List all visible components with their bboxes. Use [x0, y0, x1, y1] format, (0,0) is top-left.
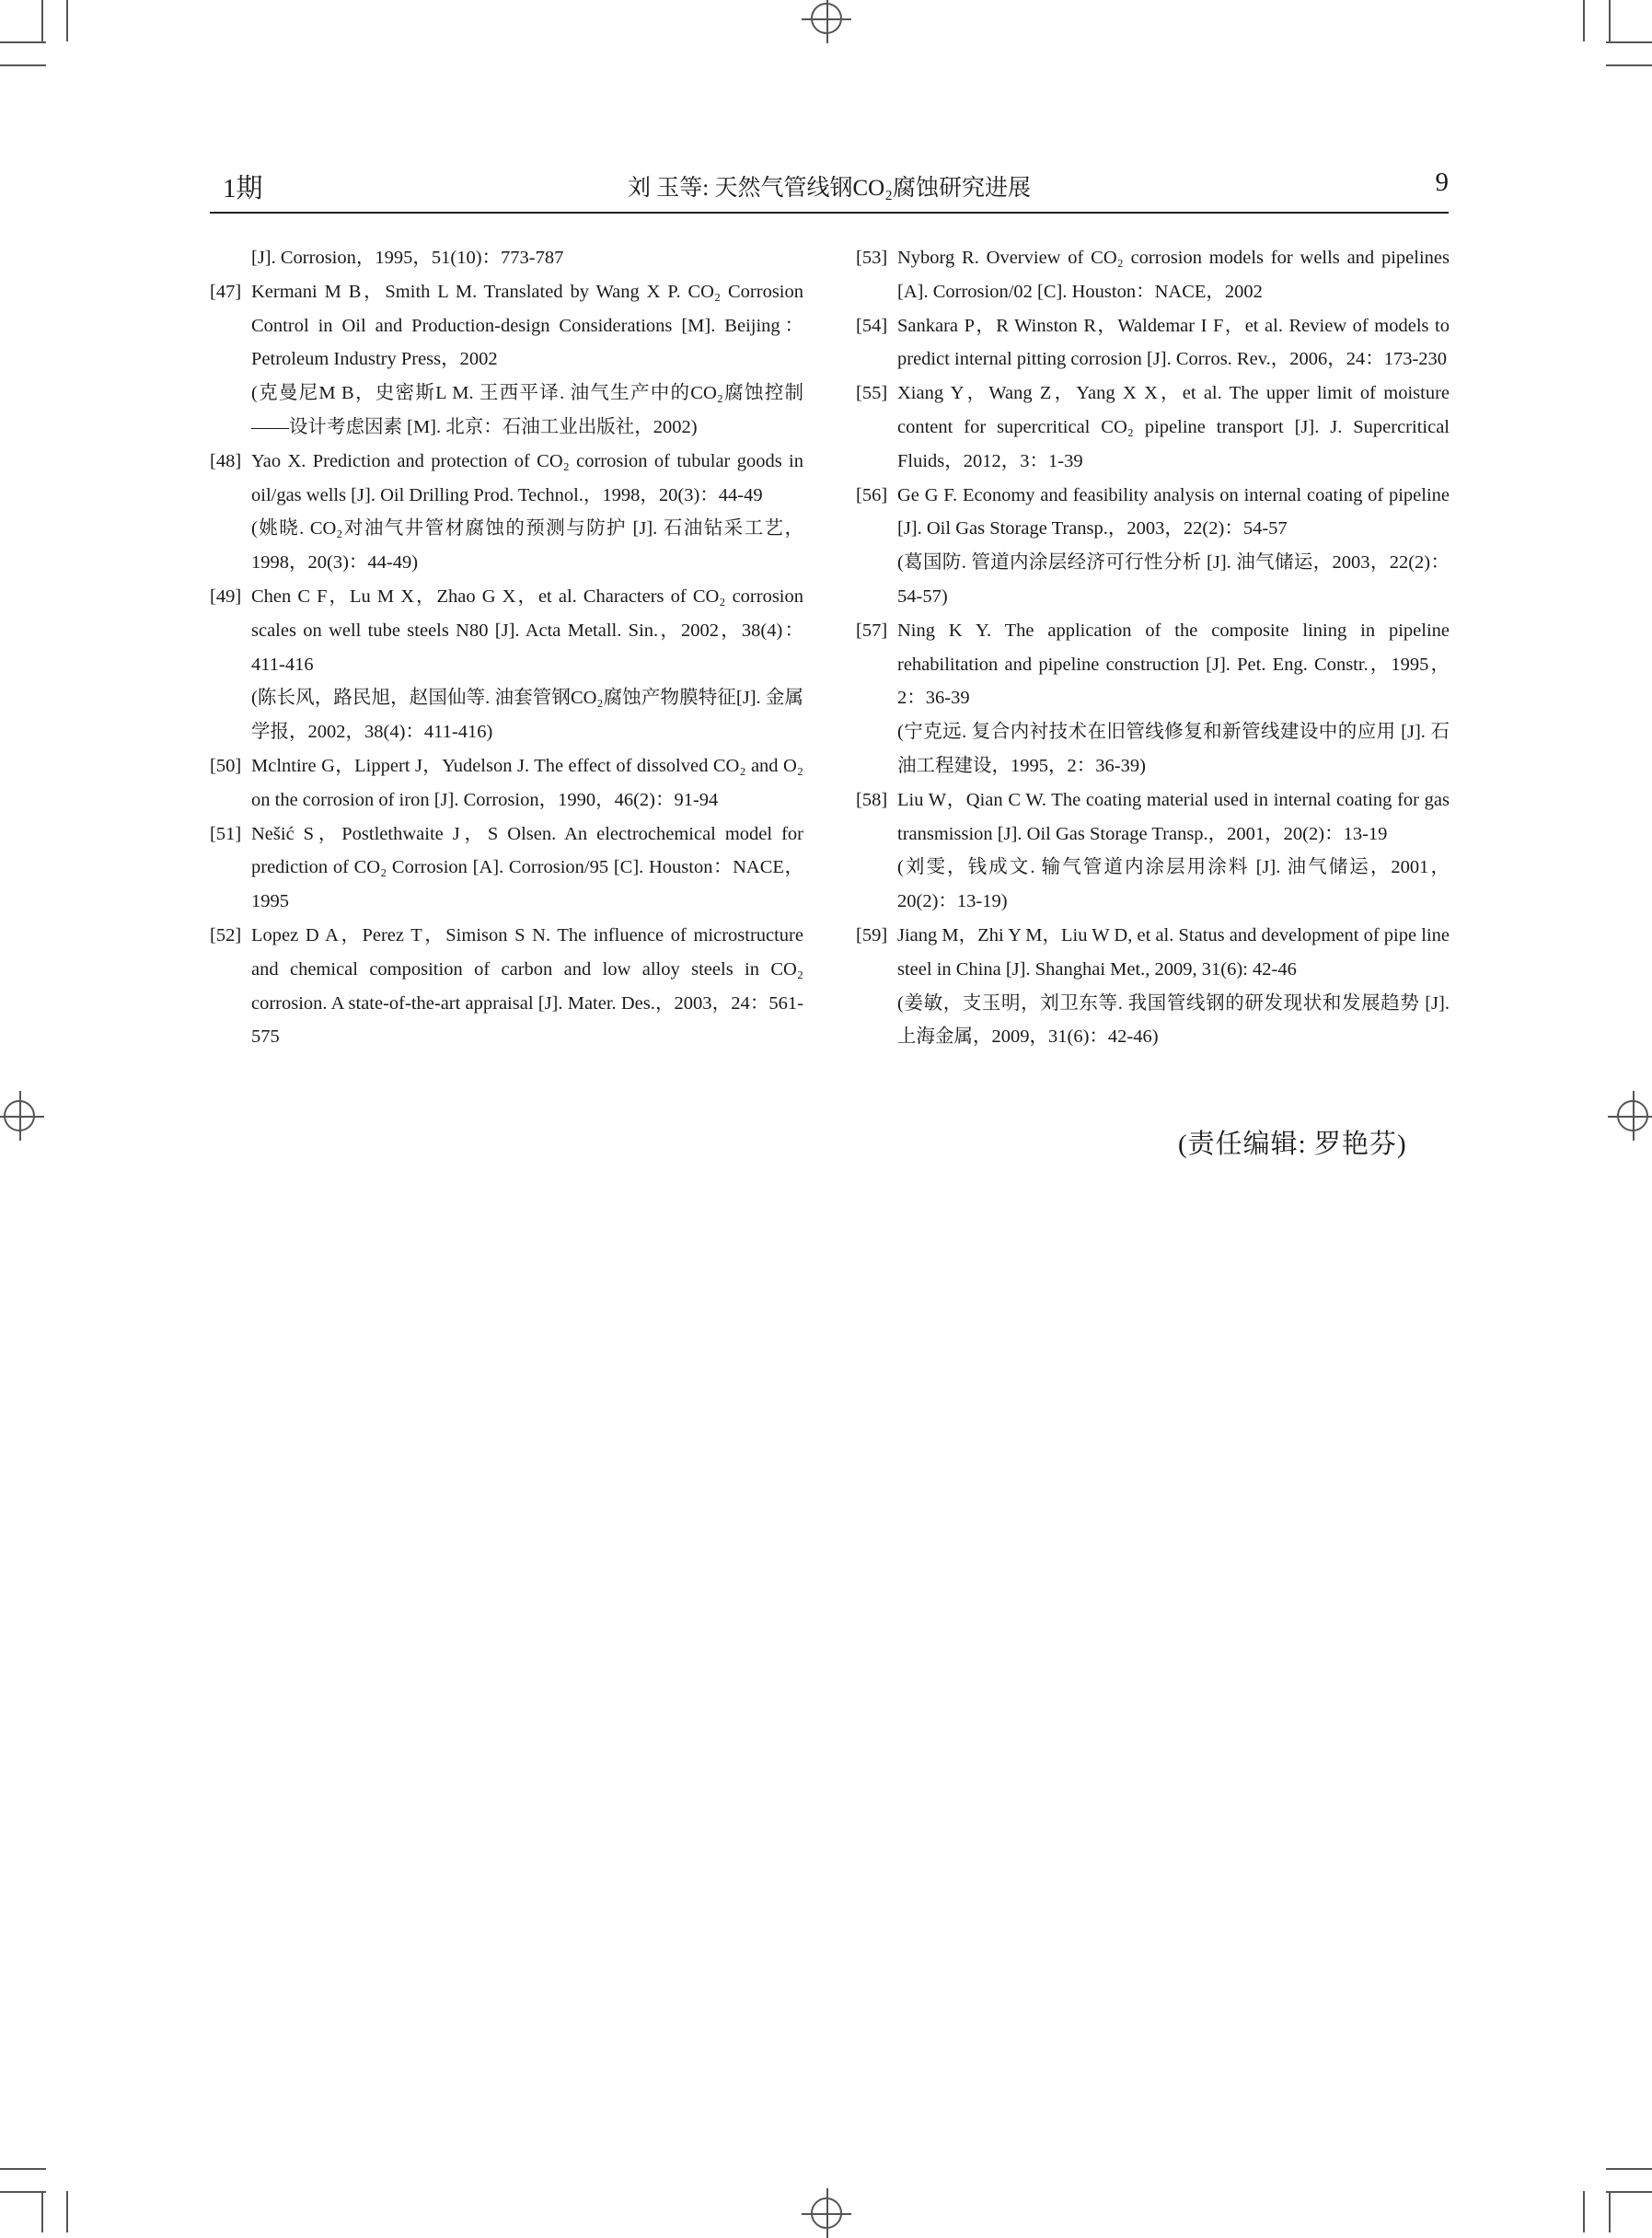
crop-mark: [1606, 64, 1652, 66]
reference-chinese-text: (姜敏，支玉明，刘卫东等. 我国管线钢的研发现状和发展趋势 [J]. 上海金属，2009，31(6)：42-46): [897, 992, 1450, 1048]
crop-mark: [0, 64, 46, 66]
reference-item: [856, 614, 1450, 783]
reference-text: [J]. Corrosion，1995，51(10)：773-787: [251, 248, 564, 268]
reference-number: [47]: [210, 281, 242, 302]
crop-mark: [0, 2168, 46, 2170]
reference-text: Mclntire G，Lippert J，Yudelson J. The effect of dissolved CO₂ and O₂ on the corrosion of iron [J]. Corrosion，1990，46(2)：91-94: [251, 755, 803, 810]
crop-mark: [1606, 2191, 1652, 2193]
reference-number: [56]: [856, 484, 888, 505]
crop-mark: [1609, 0, 1611, 41]
reference-item: [856, 309, 1450, 377]
crop-mark: [41, 2191, 43, 2232]
crop-mark: [66, 2191, 68, 2232]
reference-item: [856, 377, 1450, 478]
reference-text: Sankara P，R Winston R，Waldemar I F，et al. Review of models to predict internal pitting corrosion [J]. Corros. Rev.，2006，24：173-230: [897, 315, 1450, 370]
reference-item: [856, 783, 1450, 919]
reference-number: [58]: [856, 789, 888, 810]
reference-number: [59]: [856, 924, 888, 945]
reference-item: [210, 275, 803, 445]
reference-number: [48]: [210, 450, 242, 471]
header-rule: [210, 212, 1449, 214]
crop-mark: [41, 0, 43, 41]
reference-item: [210, 749, 803, 818]
reference-text: Xiang Y，Wang Z，Yang X X，et al. The upper limit of moisture content for supercritical CO₂ pipeline transport [J]. J. Supercritical Fluids，2012，3：1-39: [897, 383, 1450, 471]
reference-text: Lopez D A，Perez T，Simison S N. The influence of microstructure and chemical composition of carbon and low alloy steels in CO₂ corrosion. A state-of-the-art appraisal [J]. Mater. Des.，2003，24：561-575: [251, 924, 803, 1048]
reference-text: Jiang M，Zhi Y M，Liu W D, et al. Status and development of pipe line steel in China [J]. Shanghai Met., 2009, 31(6): 42-46: [897, 924, 1450, 980]
reference-text: Ning K Y. The application of the composite lining in pipeline rehabilitation and pipeline construction [J]. Pet. Eng. Constr.，1995，2：36-39: [897, 620, 1450, 709]
reference-number: [57]: [856, 620, 888, 641]
reference-chinese-text: (陈长风，路民旭，赵国仙等. 油套管钢CO₂腐蚀产物膜特征[J]. 金属学报，2002，38(4)：411-416): [251, 688, 803, 743]
reference-number: [50]: [210, 755, 242, 776]
reference-number: [55]: [856, 383, 888, 404]
running-title: 刘 玉等: 天然气管线钢CO₂腐蚀研究进展: [628, 176, 1031, 201]
reference-item: [210, 919, 803, 1054]
crop-mark: [1583, 0, 1585, 41]
reference-number: [52]: [210, 924, 242, 945]
reference-text: Liu W，Qian C W. The coating material used in internal coating for gas transmission [J]. Oil Gas Storage Transp.，2001，20(2)：13-19: [897, 789, 1450, 844]
reference-chinese-text: (葛国防. 管道内涂层经济可行性分析 [J]. 油气储运，2003，22(2)：54-57): [897, 552, 1450, 607]
running-header: [210, 168, 1449, 214]
crop-mark: [1583, 2191, 1585, 2232]
reference-column-left: [210, 241, 803, 1054]
reference-chinese-text: (姚晓. CO₂对油气井管材腐蚀的预测与防护 [J]. 石油钻采工艺，1998，20(3)：44-49): [251, 518, 803, 574]
reference-item: [856, 241, 1450, 309]
reference-item: [210, 580, 803, 749]
issue-number: 1期: [223, 174, 263, 203]
reference-text: Nešić S，Postlethwaite J，S Olsen. An electrochemical model for prediction of CO₂ Corrosion [A]. Corrosion/95 [C]. Houston：NACE，1995: [251, 823, 803, 912]
crop-mark: [66, 0, 68, 41]
reference-number: [51]: [210, 823, 242, 844]
reference-number: [49]: [210, 586, 242, 607]
crop-mark: [0, 2191, 46, 2193]
reference-text: Kermani M B，Smith L M. Translated by Wang X P. CO₂ Corrosion Control in Oil and Production-design Considerations [M]. Beijing：Petroleum Industry Press，2002: [251, 281, 803, 370]
registration-mark-top: [811, 3, 842, 34]
reference-item: [856, 479, 1450, 614]
editor-note: (责任编辑: 罗艳芬): [1178, 1130, 1407, 1159]
reference-text: Chen C F，Lu M X，Zhao G X，et al. Characters of CO₂ corrosion scales on well tube steels N80 [J]. Acta Metall. Sin.，2002，38(4)：411-416: [251, 586, 803, 675]
crop-mark: [1606, 2168, 1652, 2170]
reference-item: [210, 241, 803, 275]
reference-chinese-text: (宁克远. 复合内衬技术在旧管线修复和新管线建设中的应用 [J]. 石油工程建设，1995，2：36-39): [897, 722, 1450, 776]
reference-text: Ge G F. Economy and feasibility analysis on internal coating of pipeline [J]. Oil Gas Storage Transp.，2003，22(2)：54-57: [897, 484, 1450, 539]
reference-chinese-text: (刘雯，钱成文. 输气管道内涂层用涂料 [J]. 油气储运，2001，20(2)：13-19): [897, 857, 1450, 912]
reference-item: [210, 445, 803, 580]
reference-column-right: [856, 241, 1450, 1054]
reference-text: Yao X. Prediction and protection of CO₂ corrosion of tubular goods in oil/gas wells [J]. Oil Drilling Prod. Technol.，1998，20(3)：44-49: [251, 450, 803, 505]
reference-item: [210, 818, 803, 919]
reference-text: Nyborg R. Overview of CO₂ corrosion models for wells and pipelines [A]. Corrosion/02 [C]. Houston：NACE，2002: [897, 248, 1450, 302]
crop-mark: [0, 41, 46, 43]
crop-mark: [1609, 2191, 1611, 2232]
reference-number: [53]: [856, 248, 888, 268]
registration-mark-left: [4, 1100, 35, 1131]
registration-mark-right: [1617, 1100, 1648, 1131]
page-number: 9: [1435, 168, 1449, 197]
reference-item: [856, 919, 1450, 1054]
registration-mark-bottom: [811, 2197, 842, 2229]
crop-mark: [1606, 41, 1652, 43]
reference-number: [54]: [856, 315, 888, 336]
reference-chinese-text: (克曼尼M B，史密斯L M. 王西平译. 油气生产中的CO₂腐蚀控制——设计考虑因素 [M]. 北京：石油工业出版社，2002): [251, 383, 803, 437]
